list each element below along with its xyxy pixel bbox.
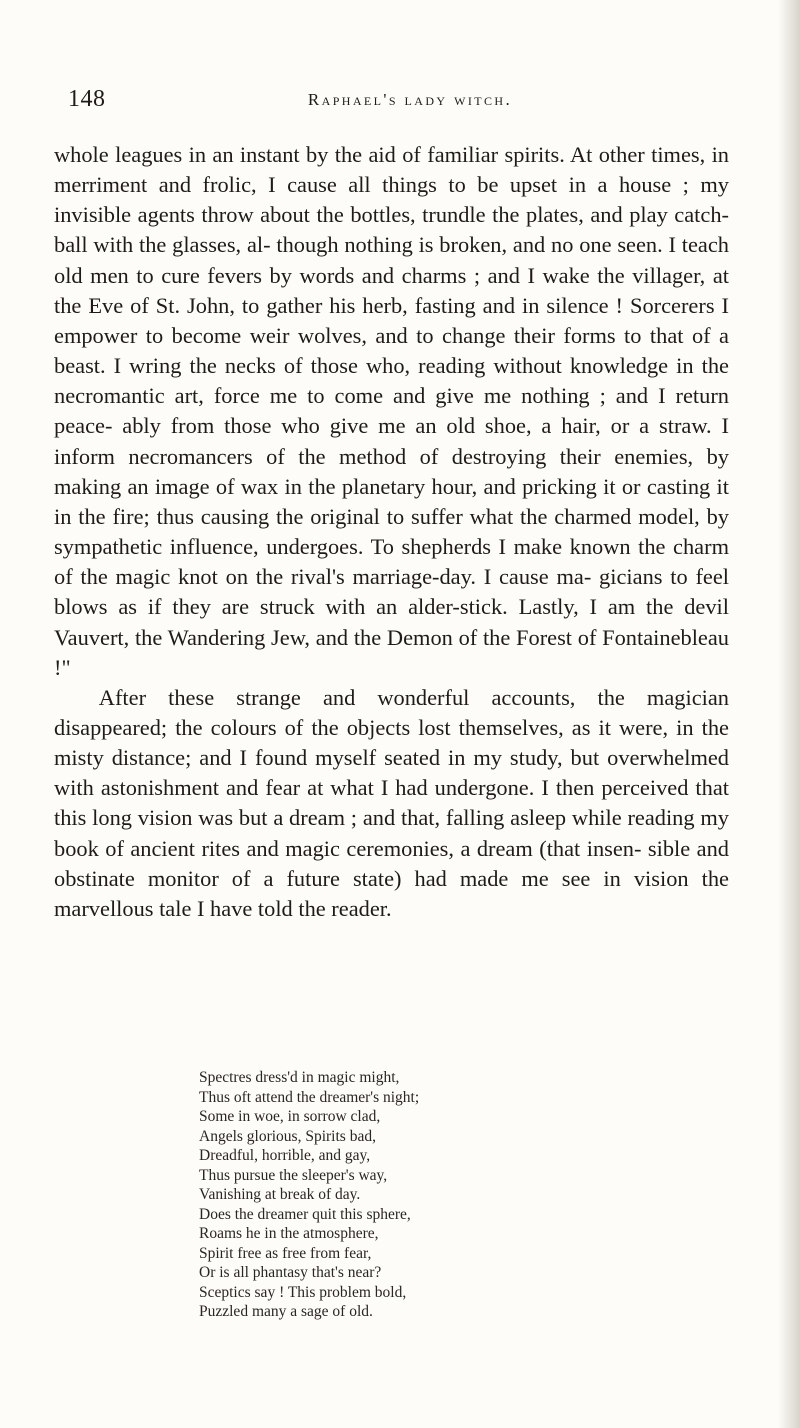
verse-line: Sceptics say ! This problem bold, (199, 1283, 407, 1301)
verse-line: Does the dreamer quit this sphere, (199, 1205, 411, 1223)
verse-line: Spectres dress'd in magic might, (199, 1069, 400, 1086)
running-head: raphael's lady witch. (307, 90, 513, 109)
verse-line: Vanishing at break of day. (199, 1186, 361, 1203)
page-header (68, 86, 724, 116)
verse-line: Some in woe, in sorrow clad, (199, 1108, 381, 1125)
page-number: 148 (68, 86, 106, 112)
verse-block (199, 1068, 639, 1322)
verse-line: Dreadful, horrible, and gay, (199, 1147, 371, 1164)
verse-line: Thus pursue the sleeper's way, (199, 1166, 388, 1184)
page-edge-shadow (778, 0, 800, 1428)
verse-line: Puzzled many a sage of old. (199, 1303, 373, 1320)
body-text (54, 140, 729, 924)
verse-line: Thus oft attend the dreamer's night; (199, 1088, 420, 1106)
paragraph-magician-disappeared: After these strange and wonderful accounts, the magician disappeared; the colours of the objects lost themselves, as it were, in the misty distance; and I found myself seated in my study, but overwhelmed with astonishment and fear at what I had undergone. I then perceived that this long vision was but a dream ; and that, falling asleep while reading my book of ancient rites and magic ceremonies, a dream (that insen- sible and obstinate monitor of a future state) had made me see in vision the marvellous tale I have told the reader. (54, 684, 729, 921)
verse-line: Roams he in the atmosphere, (199, 1225, 379, 1242)
verse-line: Or is all phantasy that's near? (199, 1264, 382, 1281)
verse-line: Spirit free as free from fear, (199, 1244, 372, 1262)
paragraph-continued: whole leagues in an instant by the aid of familiar spirits. At other times, in merriment and frolic, I cause all things to be upset in a house ; my invisible agents throw about the bottles, trundle the plates, and play catch-ball with the glasses, al- though nothing is broken, and no one seen. I teach old men to cure fevers by words and charms ; and I wake the villager, at the Eve of St. John, to gather his herb, fasting and in silence ! Sorcerers I empower to become weir wolves, and to change their forms to that of a beast. I wring the necks of those who, reading without knowledge in the necromantic art, force me to come and give me nothing ; and I return peace- ably from those who give me an old shoe, a hair, or a straw. I inform necromancers of the method of destroying their enemies, by making an image of wax in the planetary hour, and pricking it or casting it in the fire; thus causing the original to suffer what the charmed model, by sympathetic influence, undergoes. To shepherds I make known the charm of the magic knot on the rival's marriage-day. I cause ma- gicians to feel blows as if they are struck with an alder-stick. Lastly, I am the devil Vauvert, the Wandering Jew, and the Demon of the Forest of Fontainebleau !" (54, 142, 729, 680)
verse-line: Angels glorious, Spirits bad, (199, 1127, 376, 1145)
